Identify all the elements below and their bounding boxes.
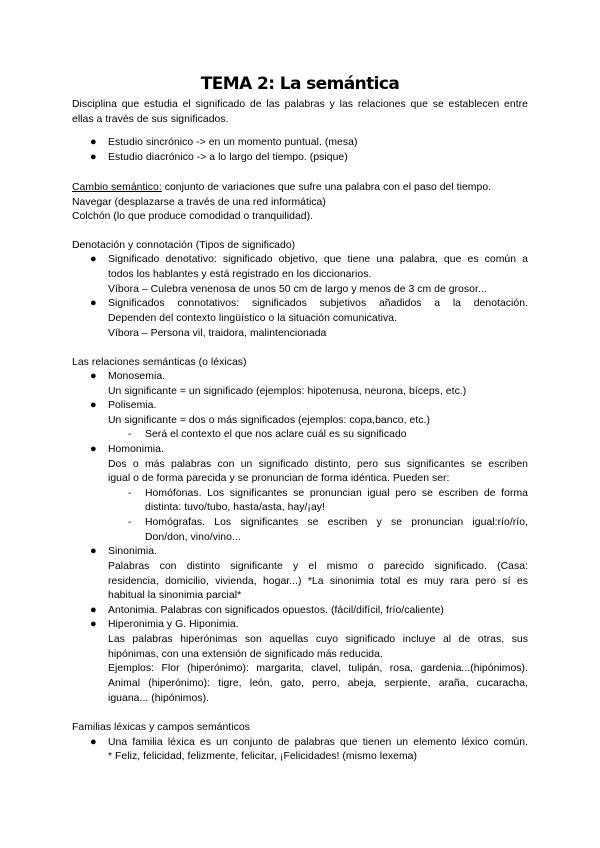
- bullet-marker: ●: [90, 253, 97, 265]
- list-item: Sinonimia.: [108, 546, 158, 557]
- sub-item-cont: Don/don, vino/vino...: [145, 532, 241, 543]
- list-item-cont: habitual la sinonimia parcial*: [108, 590, 242, 601]
- list-item: Hiperonimia y G. Hiponimia.: [108, 619, 239, 630]
- bullet-marker: ●: [90, 736, 97, 748]
- list-item: Estudio sincrónico -> en un momento puntual. (mesa): [108, 137, 358, 148]
- list-item: Antonimia. Palabras con significados opuestos. (fácil/difícil, frío/caliente): [108, 605, 444, 616]
- intro-line: Disciplina que estudia el significado de las palabras y las relaciones que se establecen entre: [72, 99, 528, 110]
- sub-item-cont: distinta: tuvo/tubo, hasta/asta, hay/¡ay!: [145, 502, 325, 513]
- list-item-cont: iguana... (hipónimos).: [108, 693, 210, 704]
- list-item: Polisemia.: [108, 400, 157, 411]
- dash-marker: -: [128, 488, 132, 499]
- list-item: Estudio diacrónico -> a lo largo del tiempo. (psique): [108, 152, 348, 163]
- sub-item: Homógrafas. Los significantes se escriben y se pronuncian igual:río/río,: [145, 517, 528, 528]
- list-item: Significados connotativos: significados subjetivos añadidos a la denotación.: [108, 298, 528, 309]
- list-item-cont: igual o de forma parecida y se pronuncian de forma idéntica. Pueden ser:: [108, 473, 450, 484]
- section-heading: Las relaciones semánticas (o léxicas): [72, 357, 247, 368]
- cambio-example: Colchón (lo que produce comodidad o tranquilidad).: [72, 211, 314, 222]
- list-item-cont: Víbora – Culebra venenosa de unos 50 cm de largo y menos de 3 cm de grosor...: [108, 284, 487, 295]
- bullet-marker: ●: [90, 618, 97, 630]
- list-item-cont: todos los hablantes y está registrado en los diccionarios.: [108, 269, 372, 280]
- dash-marker: -: [128, 429, 132, 440]
- bullet-marker: ●: [90, 151, 97, 163]
- bullet-marker: ●: [90, 297, 97, 309]
- bullet-marker: ●: [90, 545, 97, 557]
- cambio-def: conjunto de variaciones que sufre una palabra con el paso del tiempo.: [161, 182, 492, 193]
- bullet-marker: ●: [90, 399, 97, 411]
- dash-marker: -: [128, 517, 132, 528]
- section-heading: Familias léxicas y campos semánticos: [72, 722, 250, 733]
- bullet-marker: ●: [90, 136, 97, 148]
- list-item-cont: Animal (hiperónimo): tigre, león, gato, perro, abeja, serpiente, araña, cucaracha,: [108, 678, 528, 689]
- intro-line: ellas a través de sus significados.: [72, 114, 229, 125]
- list-item: Una familia léxica es un conjunto de palabras que tienen un elemento léxico común.: [108, 737, 528, 748]
- list-item-cont: * Feliz, felicidad, felizmente, felicitar, ¡Felicidades! (mismo lexema): [108, 751, 418, 762]
- list-item-cont: Ejemplos: Flor (hiperónimo): margarita, clavel, tulipán, rosa, gardenia...(hipónimos).: [108, 663, 528, 674]
- list-item-cont: Dependen del contexto lingüístico o la situación comunicativa.: [108, 313, 398, 324]
- list-item-cont: hipónimas, con una extensión de significado más reducida.: [108, 649, 383, 660]
- list-item-cont: Las palabras hiperónimas son aquellas cuyo significado incluye al de otras, sus: [108, 634, 528, 645]
- cambio-example: Navegar (desplazarse a través de una red informática): [72, 197, 326, 208]
- list-item-cont: Un significante = un significado (ejemplos: hipotenusa, neurona, bíceps, etc.): [108, 386, 467, 397]
- bullet-marker: ●: [90, 443, 97, 455]
- list-item-cont: Un significante = dos o más significados (ejemplos: copa,banco, etc.): [108, 415, 430, 426]
- list-item-cont: Víbora – Persona vil, traidora, malintencionada: [108, 328, 327, 339]
- list-item: Monosemia.: [108, 371, 166, 382]
- list-item-cont: residencia, domicilio, vivienda, hogar...) *La sinonimia total es muy rara pero sí es: [108, 576, 528, 587]
- list-item: Significado denotativo: significado objetivo, que tiene una palabra, que es común a: [108, 254, 528, 265]
- bullet-marker: ●: [90, 370, 97, 382]
- list-item-cont: Dos o más palabras con un significado distinto, pero sus significantes se escriben: [108, 459, 528, 470]
- sub-item: Será el contexto el que nos aclare cuál es su significado: [145, 429, 407, 440]
- cambio-term: Cambio semántico:: [72, 182, 162, 193]
- list-item-cont: Palabras con distinto significante y el mismo o parecido significado. (Casa:: [108, 561, 528, 572]
- list-item: Homonimia.: [108, 444, 164, 455]
- page-title: TEMA 2: La semántica: [200, 74, 400, 94]
- bullet-marker: ●: [90, 604, 97, 616]
- sub-item: Homófonas. Los significantes se pronuncian igual pero se escriben de forma: [145, 488, 528, 499]
- cambio-definition: [72, 181, 528, 194]
- section-heading: Denotación y connotación (Tipos de significado): [72, 240, 296, 251]
